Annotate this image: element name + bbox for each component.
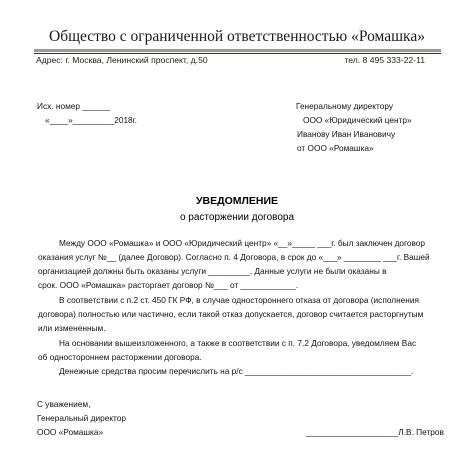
recipient-name: Иванову Иван Ивановичу [297, 129, 396, 139]
signer-company: ООО «Ромашка» [37, 427, 104, 437]
header-divider-accent [34, 53, 441, 54]
paragraph-1-line-3: организацией должны быть оказаны услуги _________. Данные услуги не были оказаны в [38, 266, 387, 276]
outgoing-number: Исх. номер ______ [37, 101, 110, 111]
company-address: Адрес: г. Москва, Ленинский проспект, д.50 [36, 55, 208, 65]
company-phone: тел. 8 495 333-22-11 [344, 55, 425, 65]
paragraph-4-line-1: Денежные средства просим перечислить на р/с ____________________________________. [59, 366, 414, 376]
signer-position: Генеральный директор [37, 413, 126, 423]
paragraph-1-line-4: срок. ООО «Ромашка» расторгает договор №___ от ____________. [38, 280, 299, 290]
paragraph-1-line-1: Между ООО «Ромашка» и ООО «Юридический центр» «__»_____ ___г. был заключен договор [59, 238, 426, 248]
paragraph-2-line-1: В соответствии с п.2 ст. 450 ГК РФ, в случае одностороннего отказа от договора (исполнения [59, 295, 420, 305]
header-divider [34, 49, 441, 52]
paragraph-1-line-2: оказания услуг №__ (далее Договор). Согласно п. 4 Договора, в срок до «___» ________ ___г. Вашей [38, 252, 430, 262]
document-subtitle: о расторжении договора [179, 212, 295, 223]
recipient-position: Генеральному директору [296, 101, 394, 111]
paragraph-3-line-1: На основании вышеизложенного, а также в соответствии с п. 7.2 Договора, уведомляем Вас [59, 338, 417, 348]
document-title: УВЕДОМЛЕНИЕ [195, 195, 279, 207]
closing-phrase: С уважением, [37, 399, 91, 409]
signature-line: ____________________Л.В. Петров [306, 427, 444, 437]
paragraph-2-line-3: или измененным. [38, 323, 106, 333]
paragraph-2-line-2: договора) полностью или частично, если такой отказ допускается, договор считается расторгнутым [38, 309, 424, 319]
company-name: Общество с ограниченной ответственностью «Ромашка» [49, 28, 425, 45]
sender-company: от ООО «Ромашка» [297, 143, 374, 153]
paragraph-3-line-2: об одностороннем расторжении договора. [38, 352, 202, 362]
outgoing-date: «____»_________2018г. [45, 115, 137, 125]
recipient-company: ООО «Юридический центр» [303, 115, 412, 125]
